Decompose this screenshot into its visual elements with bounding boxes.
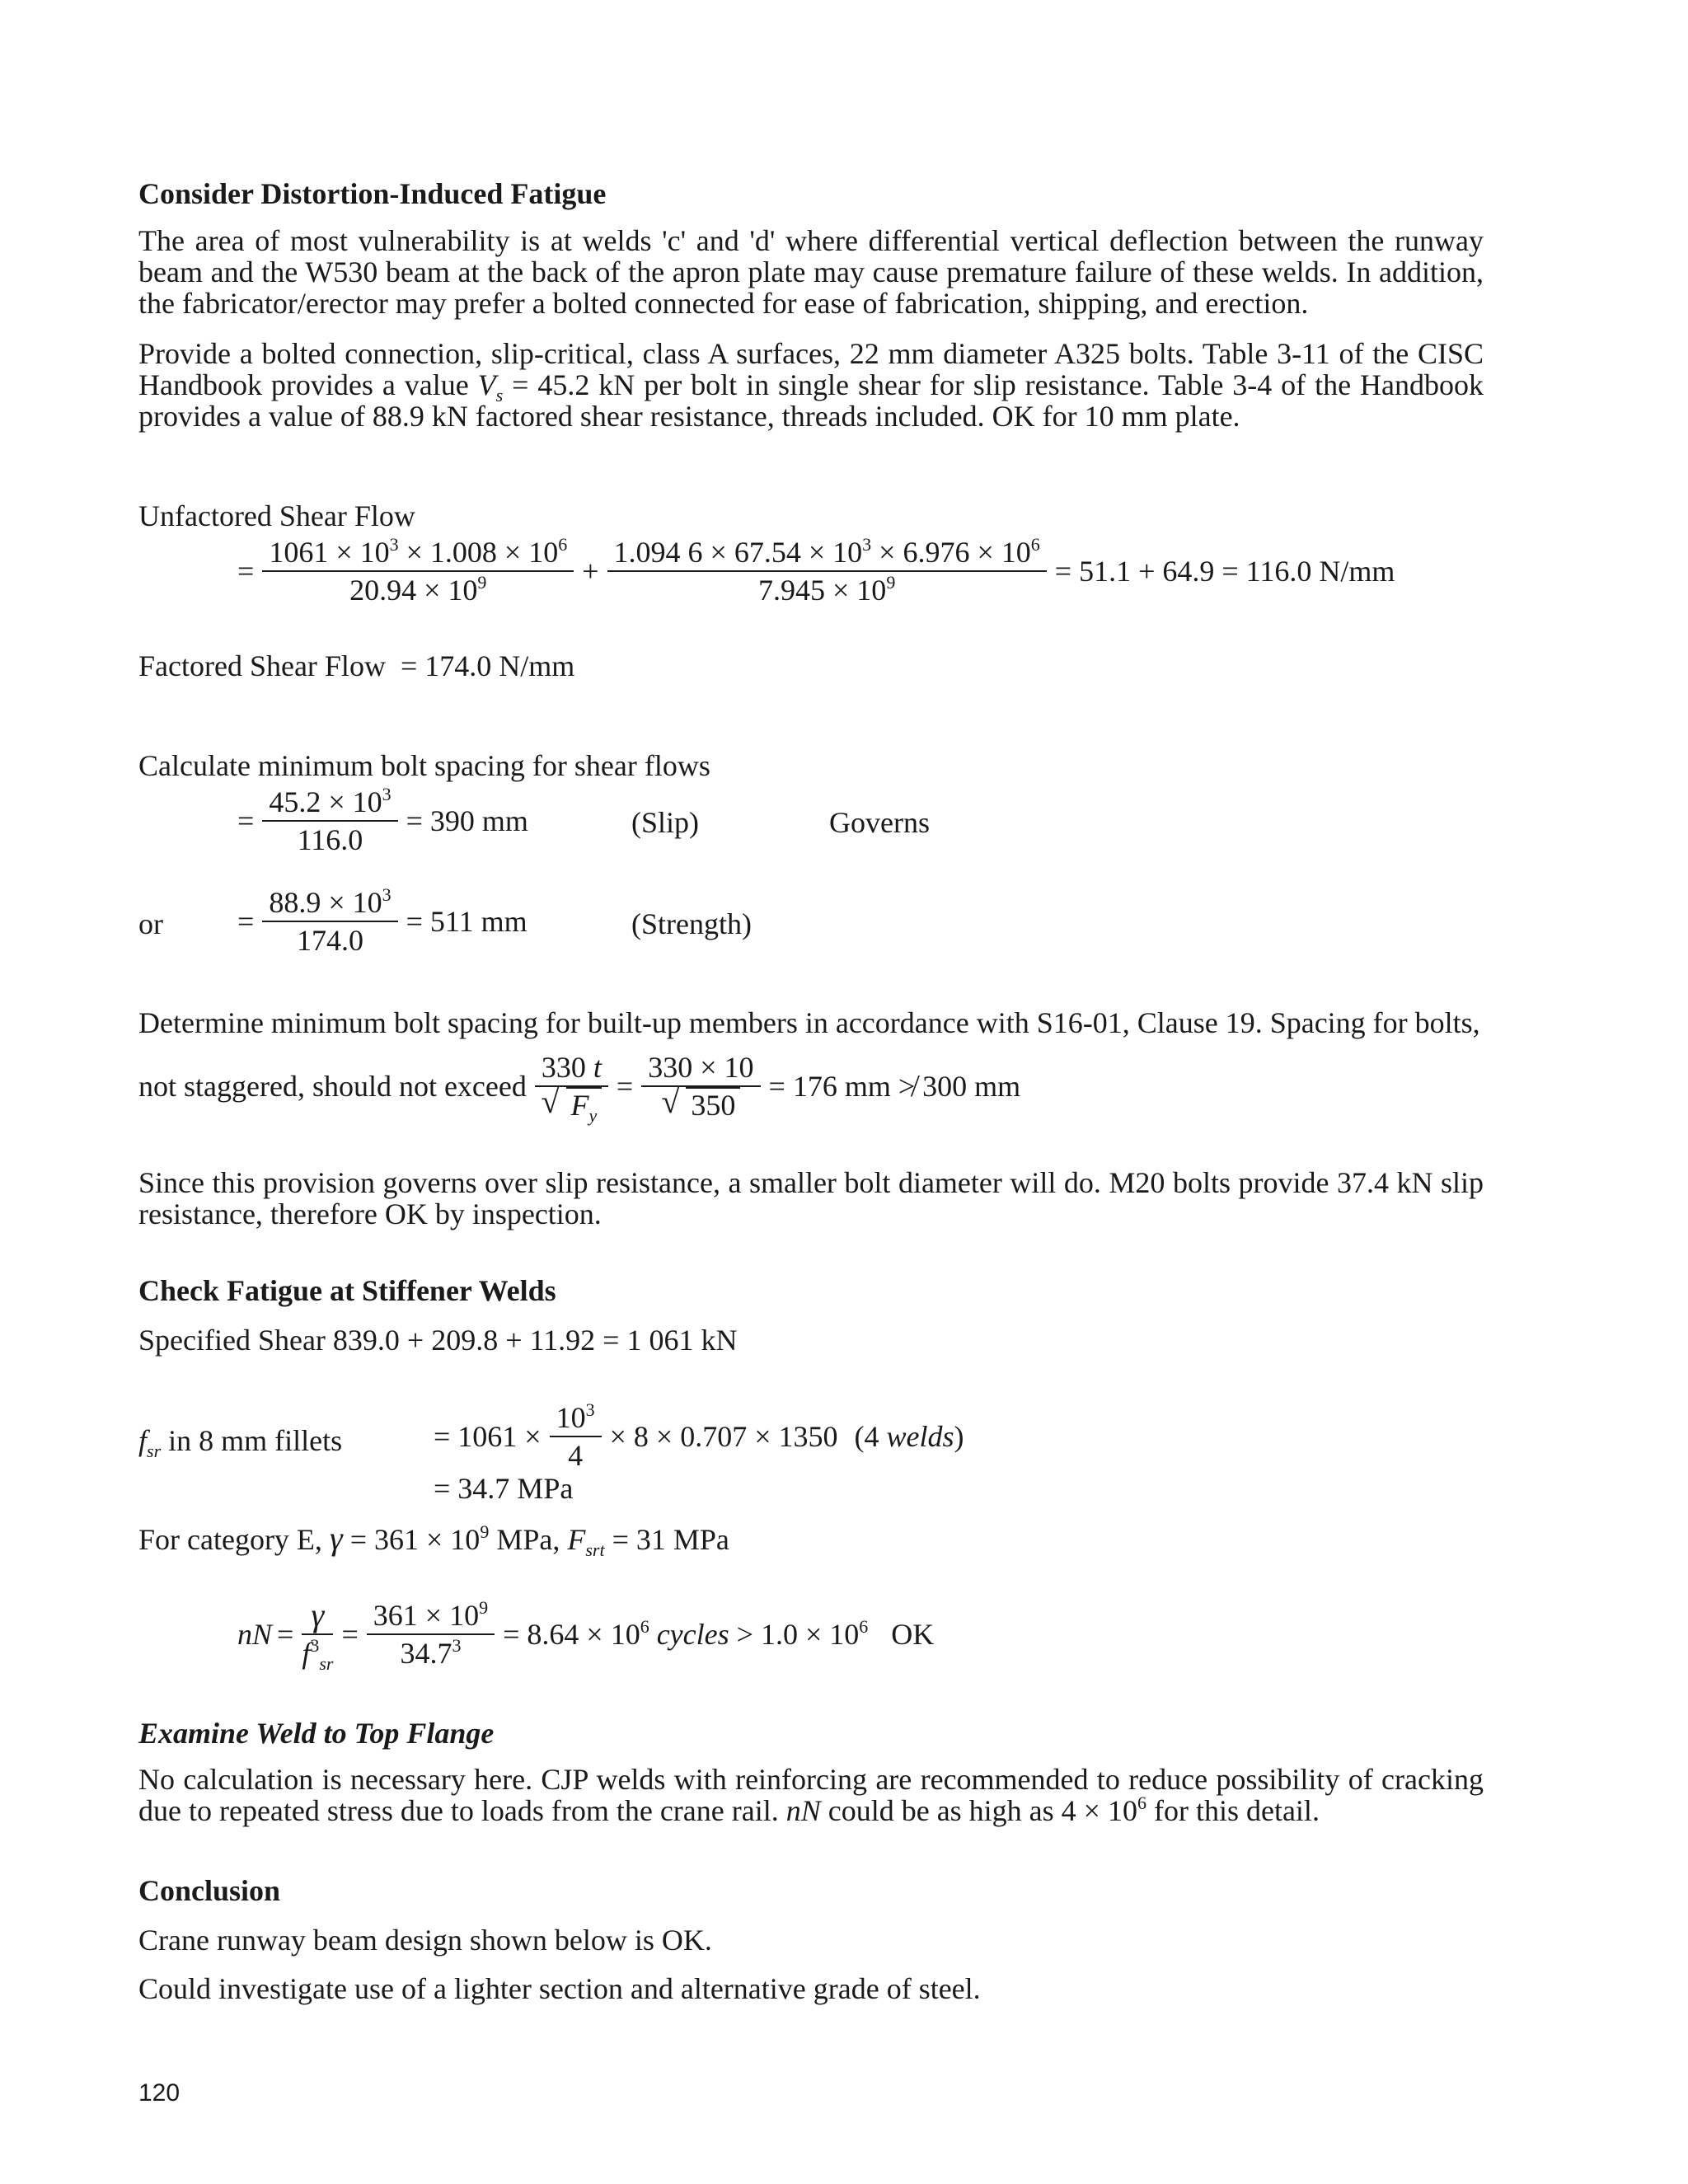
sub-s: s (495, 385, 504, 405)
equals-sign: = (237, 555, 255, 588)
paragraph-bolted-connection (138, 338, 1484, 432)
fsr-label: $f_{sr}$ in 8 mm fillets (138, 1424, 343, 1461)
section-heading-distortion: Consider Distortion-Induced Fatigue (138, 177, 607, 210)
var-v: V (477, 368, 496, 401)
sqrt-symbol: √ (541, 1083, 560, 1120)
built-up-members-text: Determine minimum bolt spacing for built-up members in accordance with S16-01, Clause 19. Spacing for bolts, (138, 1006, 1480, 1039)
plus-sign: + (582, 555, 599, 588)
spacing-intro: Calculate minimum bolt spacing for shear flows (138, 749, 710, 782)
page-number: 120 (138, 2079, 181, 2107)
specified-shear: Specified Shear 839.0 + 209.8 + 11.92 = 1 061 kN (138, 1324, 738, 1357)
nn-equation: nN = $\frac{\gamma}{f^3_{sr}}$ = $\frac{361 \times 10^9}{34.7^3}$ = $8.64 \times 10^6$ cycles > $1.0 \times 10^6$ OK (237, 1596, 935, 1674)
conclusion-line-1: Crane runway beam design shown below is OK. (138, 1924, 712, 1957)
section-heading-stiffener: Check Fatigue at Stiffener Welds (138, 1274, 556, 1307)
section-heading-conclusion: Conclusion (138, 1874, 281, 1907)
unfactored-shear-equation (237, 536, 1395, 607)
factored-shear: Factored Shear Flow = 174.0 N/mm (138, 649, 575, 682)
section-heading-top-flange: Examine Weld to Top Flange (138, 1717, 495, 1750)
governs-note: Governs (829, 806, 930, 839)
fsr-result: = 34.7 MPa (434, 1472, 574, 1505)
text-b: = 45.2 kN per bolt in single shear for slip resistance. Table 3-4 of the Handbook provides a value of 88.9 kN factored shear resistance, threads included. OK for 10 mm plate. (138, 368, 1484, 433)
slip-spacing-equation: = $\frac{45.2 \times 10^3}{116.0}$ = 390 mm (237, 784, 528, 856)
max-spacing-equation: not staggered, should not exceed 330 t √ $F_y$ = 330 × 10 √ 350 = 176 mm ≯ 300 mm (138, 1051, 1021, 1126)
paragraph-since-provision: Since this provision governs over slip resistance, a smaller bolt diameter will do. M20 bolts provide 37.4 kN slip resistance, therefore OK by inspection. (138, 1166, 1484, 1230)
conclusion-line-2: Could investigate use of a lighter section and alternative grade of steel. (138, 1972, 981, 2005)
fsr-equation: = 1061 × $\frac{10^3}{4}$ × 8 × 0.707 × 1350 (4 welds) (434, 1399, 964, 1472)
bolted-connection-text (138, 338, 1484, 432)
text-a: Provide a bolted connection, slip-critical, class A surfaces, 22 mm diameter A325 bolts. Table 3-11 of the CISC Handbook provides a value (138, 337, 1484, 401)
category-e-line: For category E, $\gamma = 361 \times 10^9$ MPa, $F_{srt} = 31$ MPa (138, 1520, 729, 1560)
shear-result: = 51.1 + 64.9 = 116.0 N/mm (1054, 555, 1395, 588)
fraction-2: $\frac{1.094 6 \times 67.54 \times 10^3 \times 6.976 \times 10^6}{7.945 \times 10^9}$ (607, 536, 1047, 607)
strength-spacing-equation: = $\frac{88.9 \times 10^3}{174.0}$ = 511 mm (237, 884, 528, 957)
slip-note: (Slip) (631, 806, 700, 839)
paragraph-vulnerability (138, 225, 1484, 319)
or-label: or (138, 907, 163, 940)
fraction-1: $\frac{1061 \times 10^3 \times 1.008 \times 10^6}{20.94 \times 10^9}$ (262, 536, 574, 607)
unfactored-shear-label: Unfactored Shear Flow (138, 499, 415, 532)
strength-note: (Strength) (631, 907, 752, 940)
vulnerability-text: The area of most vulnerability is at welds 'c' and 'd' where differential vertical deflection between the runway beam and the W530 beam at the back of the apron plate may cause premature failure of these welds. In addition, the fabricator/erector may prefer a bolted connected for ease of fabrication, shipping, and erection. (138, 224, 1484, 320)
paragraph-top-flange: No calculation is necessary here. CJP welds with reinforcing are recommended to reduce possibility of cracking due to repeated stress due to loads from the crane rail. nN could be as high as $4 \times 10^6$ for this detail. (138, 1763, 1484, 1827)
page (138, 0, 1507, 2184)
